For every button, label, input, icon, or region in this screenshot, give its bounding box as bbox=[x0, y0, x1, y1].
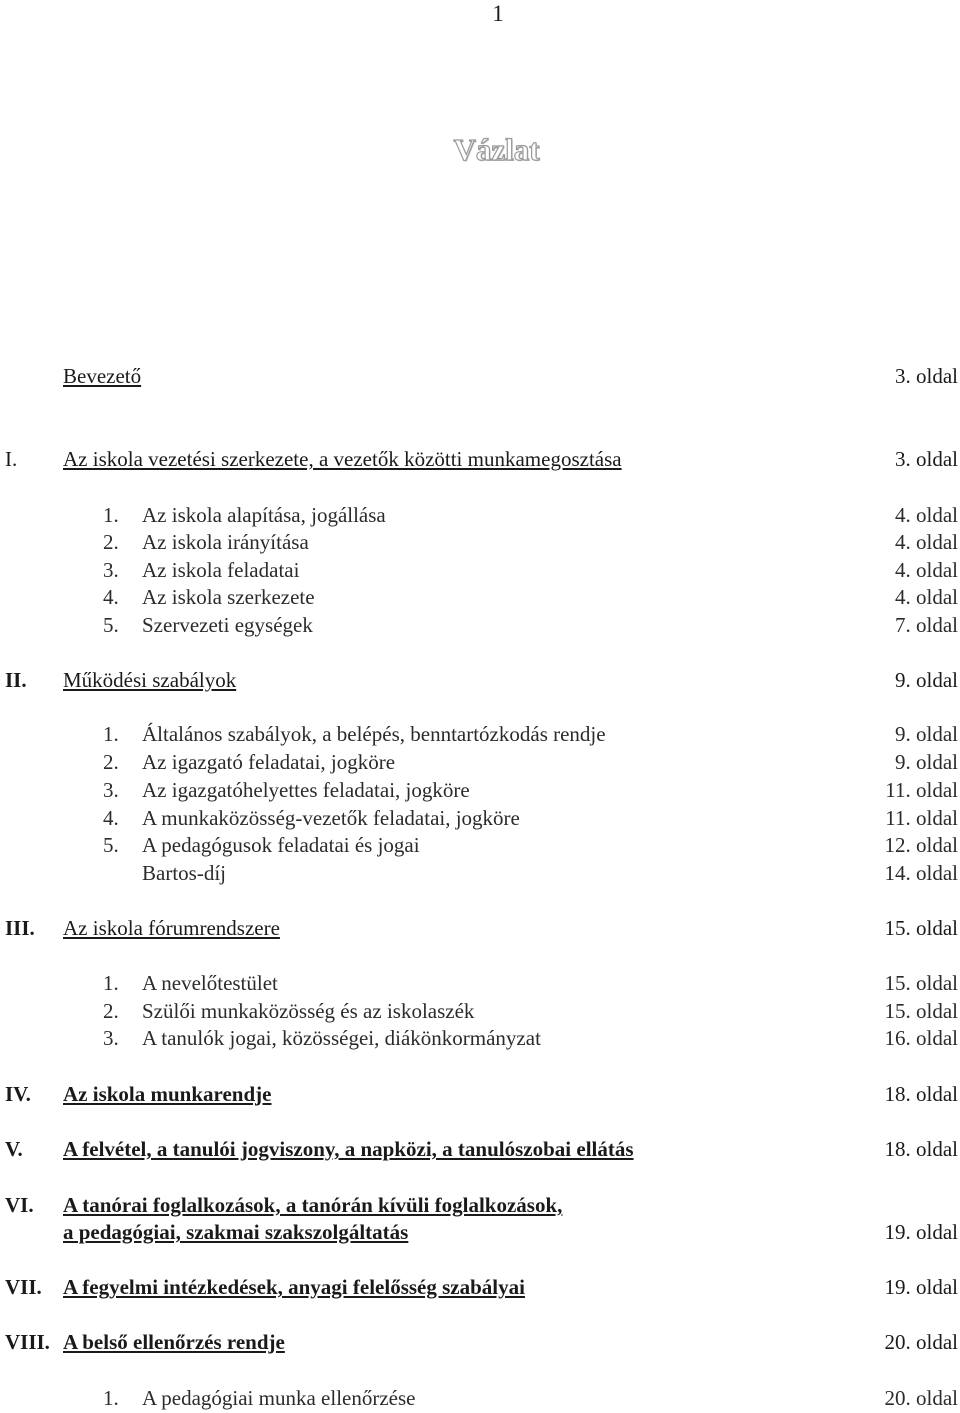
toc-page: 16. oldal bbox=[884, 1026, 958, 1050]
toc-label[interactable]: Az iskola fórumrendszere bbox=[63, 916, 280, 940]
toc-page: 14. oldal bbox=[884, 861, 958, 885]
toc-sub-label[interactable]: Az iskola szerkezete bbox=[142, 585, 315, 609]
toc-page: 12. oldal bbox=[884, 833, 958, 857]
toc-sub-label[interactable]: A tanulók jogai, közösségei, diákönkormányzat bbox=[142, 1026, 541, 1050]
toc-sub-label[interactable]: A nevelőtestület bbox=[142, 971, 278, 995]
toc-page: 20. oldal bbox=[884, 1330, 958, 1354]
page-number: 1 bbox=[492, 1, 504, 26]
toc-entry-section-8[interactable] bbox=[0, 1328, 960, 1356]
toc-sub-number: 2. bbox=[103, 999, 119, 1023]
toc-section-number: V. bbox=[5, 1137, 23, 1161]
toc-page: 9. oldal bbox=[895, 750, 958, 774]
toc-section-number: IV. bbox=[5, 1082, 31, 1106]
toc-sub-label[interactable]: Az iskola alapítása, jogállása bbox=[142, 503, 386, 527]
toc-section-number: III. bbox=[5, 916, 35, 940]
toc-subentry[interactable] bbox=[0, 583, 960, 611]
toc-sub-number: 2. bbox=[103, 530, 119, 554]
toc-sub-label[interactable]: Az igazgatóhelyettes feladatai, jogköre bbox=[142, 778, 470, 802]
toc-page: 19. oldal bbox=[884, 1220, 958, 1244]
toc-page: 11. oldal bbox=[885, 806, 958, 830]
toc-label[interactable]: A felvétel, a tanulói jogviszony, a napközi, a tanulószobai ellátás bbox=[63, 1137, 634, 1161]
toc-sub-label[interactable]: Az iskola irányítása bbox=[142, 530, 309, 554]
toc-page: 7. oldal bbox=[895, 613, 958, 637]
toc-subentry[interactable] bbox=[0, 1384, 960, 1412]
toc-section-number: II. bbox=[5, 668, 27, 692]
toc-subentry[interactable] bbox=[0, 556, 960, 584]
toc-page: 9. oldal bbox=[895, 722, 958, 746]
toc-sub-number: 4. bbox=[103, 585, 119, 609]
toc-subentry[interactable] bbox=[0, 748, 960, 776]
toc-subentry[interactable] bbox=[0, 720, 960, 748]
toc-sub-number: 4. bbox=[103, 806, 119, 830]
toc-entry-section-6[interactable] bbox=[0, 1191, 960, 1219]
toc-entry-section-1[interactable] bbox=[0, 445, 960, 473]
toc-entry-section-3[interactable] bbox=[0, 914, 960, 942]
toc-label[interactable]: A fegyelmi intézkedések, anyagi felelősség szabályai bbox=[63, 1275, 525, 1299]
toc-page: 15. oldal bbox=[884, 916, 958, 940]
toc-section-number: VII. bbox=[5, 1275, 42, 1299]
toc-entry-section-7[interactable] bbox=[0, 1273, 960, 1301]
toc-sub-label[interactable]: Szervezeti egységek bbox=[142, 613, 313, 637]
toc-sub-number: 3. bbox=[103, 1026, 119, 1050]
toc-label[interactable]: Az iskola munkarendje bbox=[63, 1082, 272, 1106]
toc-page: 15. oldal bbox=[884, 971, 958, 995]
toc-entry-section-5[interactable] bbox=[0, 1135, 960, 1163]
toc-sub-label[interactable]: Általános szabályok, a belépés, benntartózkodás rendje bbox=[142, 722, 606, 746]
toc-label[interactable]: Az iskola vezetési szerkezete, a vezetők közötti munkamegosztása bbox=[63, 447, 622, 471]
toc-sub-number: 5. bbox=[103, 613, 119, 637]
toc-label[interactable]: Működési szabályok bbox=[63, 668, 237, 692]
toc-page: 4. oldal bbox=[895, 530, 958, 554]
toc-section-number: VI. bbox=[5, 1193, 34, 1217]
toc-sub-number: 1. bbox=[103, 503, 119, 527]
toc-page: 15. oldal bbox=[884, 999, 958, 1023]
toc-sub-label[interactable]: A pedagógusok feladatai és jogai bbox=[142, 833, 420, 857]
toc-entry-section-6-continued[interactable] bbox=[0, 1218, 960, 1246]
toc-subentry[interactable] bbox=[0, 997, 960, 1025]
toc-section-number: I. bbox=[5, 447, 18, 471]
toc-sub-number: 1. bbox=[103, 722, 119, 746]
toc-sub-number: 3. bbox=[103, 778, 119, 802]
toc-subentry[interactable] bbox=[0, 804, 960, 832]
toc-sub-label[interactable]: Bartos-díj bbox=[142, 861, 226, 885]
toc-page: 19. oldal bbox=[884, 1275, 958, 1299]
toc-page: 9. oldal bbox=[895, 668, 958, 692]
toc-sub-label[interactable]: A munkaközösség-vezetők feladatai, jogköre bbox=[142, 806, 520, 830]
toc-page: 18. oldal bbox=[884, 1082, 958, 1106]
toc-subentry[interactable] bbox=[0, 831, 960, 859]
toc-page: 4. oldal bbox=[895, 585, 958, 609]
toc-subentry[interactable] bbox=[0, 859, 960, 887]
toc-page: 18. oldal bbox=[884, 1137, 958, 1161]
toc-sub-number: 3. bbox=[103, 558, 119, 582]
toc-page: 4. oldal bbox=[895, 558, 958, 582]
toc-sub-number: 5. bbox=[103, 833, 119, 857]
toc-page: 4. oldal bbox=[895, 503, 958, 527]
toc-sub-number: 1. bbox=[103, 1386, 119, 1410]
toc-section-number: VIII. bbox=[5, 1330, 50, 1354]
toc-label[interactable]: A belső ellenőrzés rendje bbox=[63, 1330, 285, 1354]
toc-sub-label[interactable]: Az iskola feladatai bbox=[142, 558, 300, 582]
toc-sub-number: 2. bbox=[103, 750, 119, 774]
toc-subentry[interactable] bbox=[0, 611, 960, 639]
toc-label[interactable]: A tanórai foglalkozások, a tanórán kívüli foglalkozások, bbox=[63, 1193, 563, 1217]
toc-subentry[interactable] bbox=[0, 528, 960, 556]
toc-entry-section-4[interactable] bbox=[0, 1080, 960, 1108]
toc-subentry[interactable] bbox=[0, 1024, 960, 1052]
toc-subentry[interactable] bbox=[0, 969, 960, 997]
toc-label-continued[interactable]: a pedagógiai, szakmai szakszolgáltatás bbox=[63, 1220, 409, 1244]
toc-page: 3. oldal bbox=[895, 364, 958, 388]
toc-page: 11. oldal bbox=[885, 778, 958, 802]
document-title: Vázlat bbox=[453, 132, 540, 167]
toc-entry-intro[interactable] bbox=[0, 362, 960, 390]
toc-subentry[interactable] bbox=[0, 501, 960, 529]
toc-sub-number: 1. bbox=[103, 971, 119, 995]
toc-sub-label[interactable]: A pedagógiai munka ellenőrzése bbox=[142, 1386, 416, 1410]
toc-subentry[interactable] bbox=[0, 776, 960, 804]
toc-page: 3. oldal bbox=[895, 447, 958, 471]
toc-entry-section-2[interactable] bbox=[0, 666, 960, 694]
toc-page: 20. oldal bbox=[884, 1386, 958, 1410]
toc-label[interactable]: Bevezető bbox=[63, 364, 142, 388]
toc-sub-label[interactable]: Szülői munkaközösség és az iskolaszék bbox=[142, 999, 475, 1023]
toc-sub-label[interactable]: Az igazgató feladatai, jogköre bbox=[142, 750, 396, 774]
